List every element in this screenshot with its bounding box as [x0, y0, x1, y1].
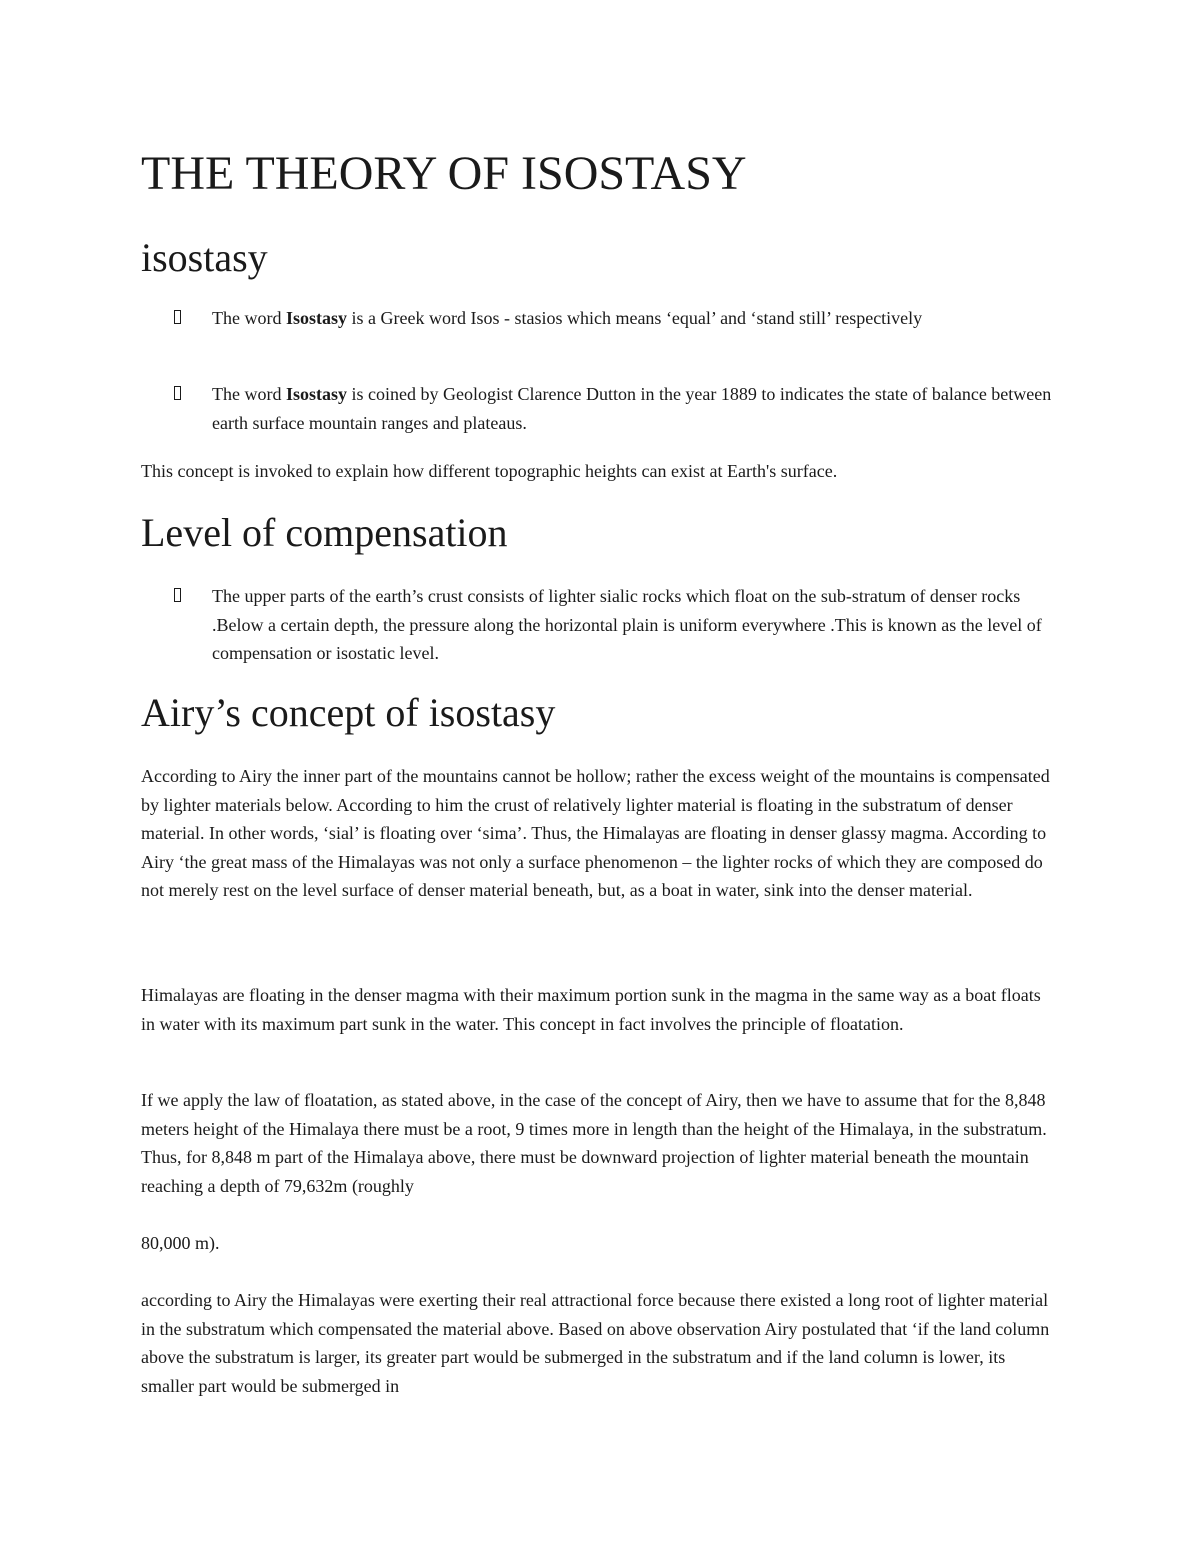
document-title: THE THEORY OF ISOSTASY	[141, 147, 747, 200]
bullet-text: The word Isostasy is coined by Geologist Clarence Dutton in the year 1889 to indicates the state of balance between earth surface mountain ranges and plateaus.	[212, 384, 1052, 433]
bullet-box-icon	[174, 588, 181, 602]
bullet-item-upper-crust	[174, 582, 1052, 668]
bullet-text: The upper parts of the earth’s crust consists of lighter sialic rocks which float on the sub-stratum of denser rocks .Below a certain depth, the pressure along the horizontal plain is uniform everywhere .This is known as the level of compensation or isostatic level.	[212, 586, 1042, 664]
bullet-box-icon	[174, 386, 181, 400]
paragraph-airy-3-continued: 80,000 m).	[141, 1233, 220, 1253]
paragraph-concept: This concept is invoked to explain how different topographic heights can exist at Earth's surface.	[141, 461, 838, 481]
heading-airy-concept: Airy’s concept of isostasy	[141, 690, 556, 735]
paragraph-airy-1: According to Airy the inner part of the mountains cannot be hollow; rather the excess weight of the mountains is compensated by lighter materials below. According to him the crust of relatively lighter material is floating in the substratum of denser material. In other words, ‘sial’ is floating over ‘sima’. Thus, the Himalayas are floating in denser glassy magma. According to Airy ‘the great mass of the Himalayas was not only a surface phenomenon – the lighter rocks of which they are composed do not merely rest on the level surface of denser material beneath, but, as a boat in water, sink into the denser material.	[141, 766, 1050, 901]
heading-level-of-compensation: Level of compensation	[141, 510, 508, 555]
bullet-box-icon	[174, 310, 181, 324]
paragraph-airy-4: according to Airy the Himalayas were exerting their real attractional force because there existed a long root of lighter material in the substratum which compensated the material above. Based on above observation Airy postulated that ‘if the land column above the substratum is larger, its greater part would be submerged in the substratum and if the land column is lower, its smaller part would be submerged in	[141, 1290, 1050, 1396]
bullet-item-coined	[174, 380, 1052, 437]
heading-isostasy: isostasy	[141, 235, 268, 280]
paragraph-airy-3: If we apply the law of floatation, as stated above, in the case of the concept of Airy, then we have to assume that for the 8,848 meters height of the Himalaya there must be a root, 9 times more in length than the height of the Himalaya, in the substratum. Thus, for 8,848 m part of the Himalaya above, there must be downward projection of lighter material beneath the mountain reaching a depth of 79,632m (roughly	[141, 1090, 1047, 1196]
bold-term: Isostasy	[285, 308, 347, 328]
bold-term: Isostasy	[285, 384, 347, 404]
bullet-item-greek-word	[174, 304, 1052, 333]
bullet-text: The word Isostasy is a Greek word Isos - stasios which means ‘equal’ and ‘stand still’ respectively	[212, 308, 923, 328]
paragraph-airy-2: Himalayas are floating in the denser magma with their maximum portion sunk in the magma in the same way as a boat floats in water with its maximum part sunk in the water. This concept in fact involves the principle of floatation.	[141, 985, 1041, 1034]
